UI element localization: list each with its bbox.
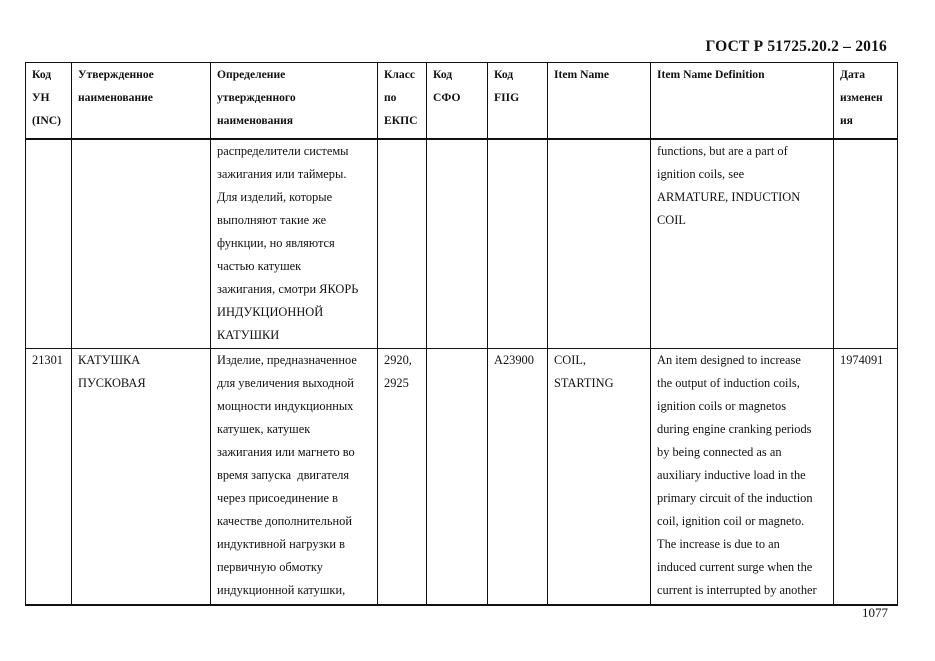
header-approved-name: Утвержденное наименование [72,63,211,140]
header-change-date: Дата изменен ия [834,63,898,140]
header-fiig-code: Код FIIG [488,63,548,140]
inc-code-cell: 21301 [26,349,72,606]
fiig-code-cell [488,139,548,349]
approved-name-cell: КАТУШКА ПУСКОВАЯ [72,349,211,606]
page-number: 1077 [862,605,888,620]
item-name-cell: COIL, STARTING [548,349,651,606]
catalog-table [25,62,898,606]
header-definition: Определение утвержденного наименования [211,63,378,140]
header-row [26,63,898,140]
item-name-definition-cell: An item designed to increase the output of induction coils, ignition coils or magnetos during engine cranking periods by being connected as an auxiliary inductive load in the primary circuit of the induction coil, ignition coil or magneto. The increase is due to an induced current surge when the current is interrupted by another [651,349,834,606]
fiig-code-cell: A23900 [488,349,548,606]
header-inc-code: Код УН (INC) [26,63,72,140]
header-class: Класс по ЕКПС [378,63,427,140]
definition-cell: Изделие, предназначенное для увеличения выходной мощности индукционных катушек, катушек зажигания или магнето во время запуска двигателя через присоединение в качестве дополнительной индуктивной нагрузки в первичную обмотку индукционной катушки, [211,349,378,606]
class-cell [378,139,427,349]
sfo-code-cell [427,139,488,349]
definition-cell: распределители системы зажигания или таймеры. Для изделий, которые выполняют такие же функции, но являются частью катушек зажигания, смотри ЯКОРЬ ИНДУКЦИОННОЙ КАТУШКИ [211,139,378,349]
item-name-cell [548,139,651,349]
table-row [26,349,898,606]
change-date-cell [834,139,898,349]
item-name-definition-cell: functions, but are a part of ignition coils, see ARMATURE, INDUCTION COIL [651,139,834,349]
table-row [26,139,898,349]
class-cell: 2920, 2925 [378,349,427,606]
inc-code-cell [26,139,72,349]
header-item-name-definition: Item Name Definition [651,63,834,140]
header-sfo-code: Код СФО [427,63,488,140]
document-code: ГОСТ Р 51725.20.2 – 2016 [705,38,887,55]
approved-name-cell [72,139,211,349]
change-date-cell: 1974091 [834,349,898,606]
header-item-name: Item Name [548,63,651,140]
sfo-code-cell [427,349,488,606]
